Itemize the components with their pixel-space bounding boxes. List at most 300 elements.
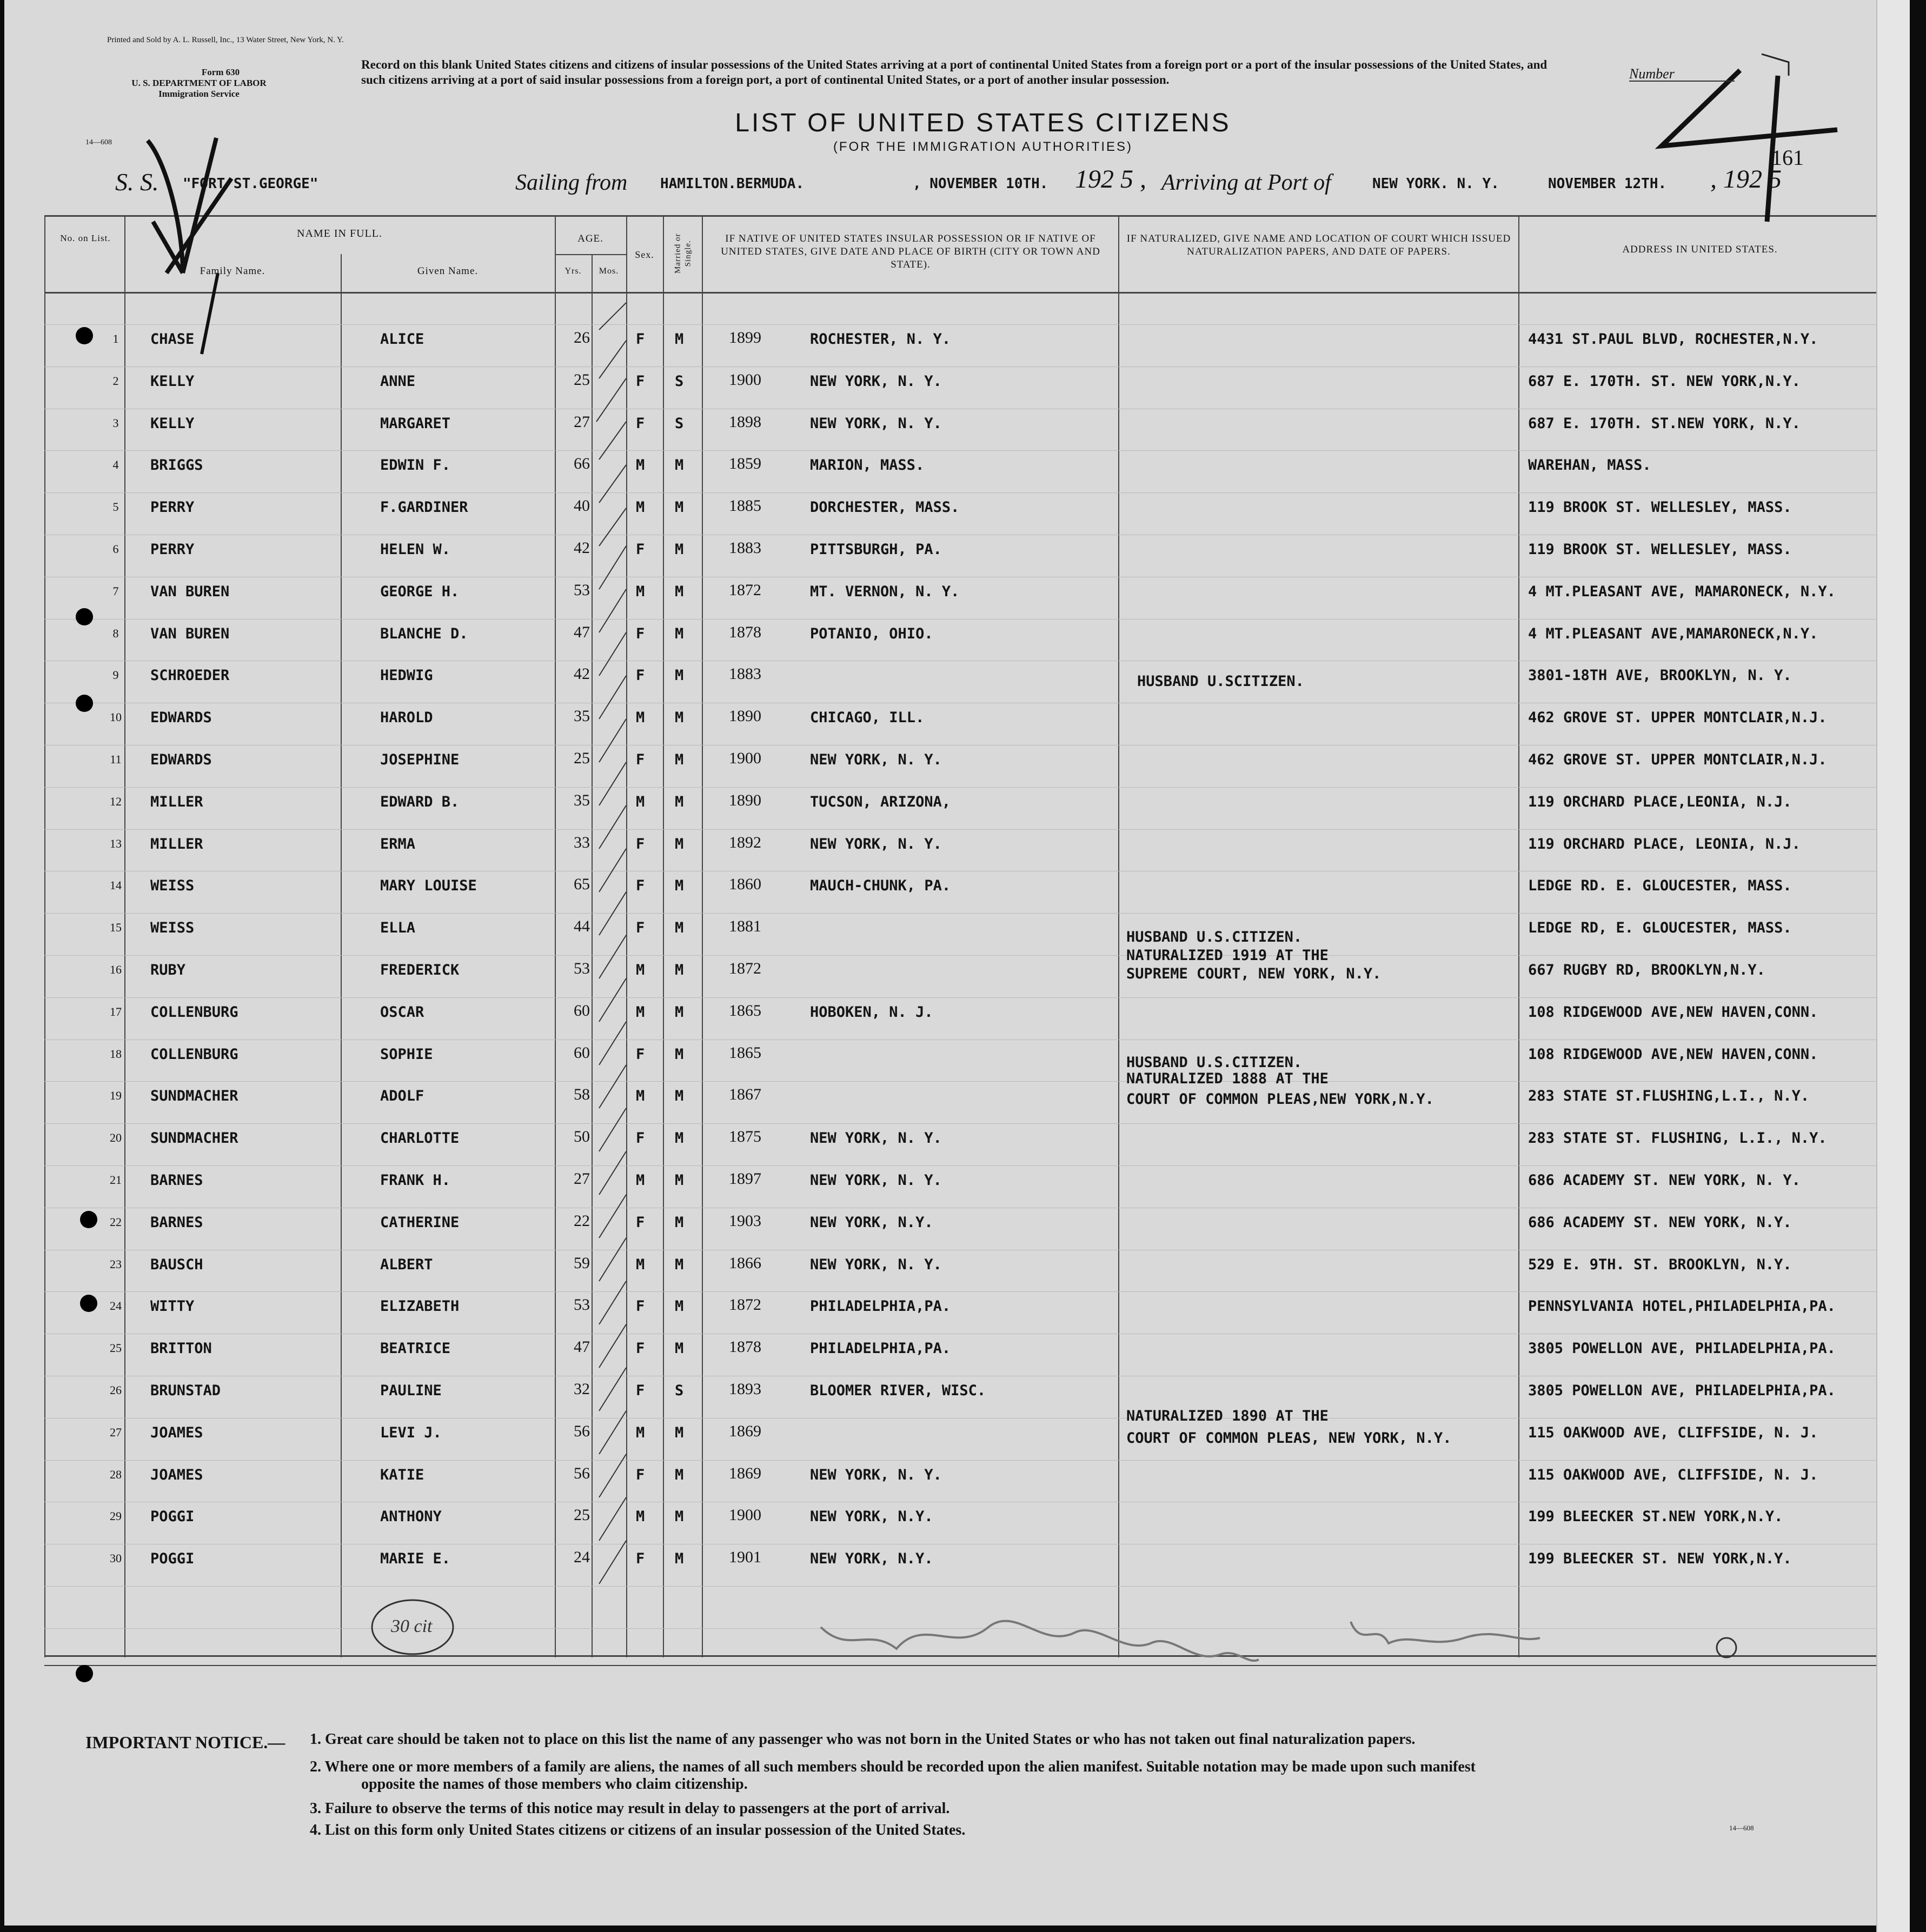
row-number: 30 xyxy=(110,1551,122,1565)
cell-sex: M xyxy=(636,1508,645,1525)
cell-sex: F xyxy=(636,1045,645,1063)
cell-sex: F xyxy=(636,1550,645,1568)
naturalization-note: SUPREME COURT, NEW YORK, N.Y. xyxy=(1126,965,1382,982)
cell-sex: M xyxy=(636,1424,645,1441)
cell-given: F.GARDINER xyxy=(380,499,468,516)
cell-age: 25 xyxy=(574,1506,590,1524)
printer-imprint: Printed and Sold by A. L. Russell, Inc., 13 Water Street, New York, N. Y. xyxy=(107,36,344,44)
cell-place: PHILADELPHIA,PA. xyxy=(810,1340,951,1357)
naturalization-note: HUSBAND U.S.CITIZEN. xyxy=(1126,929,1303,945)
page-edge-strip xyxy=(1876,0,1910,1932)
cell-place: TUCSON, ARIZONA, xyxy=(810,793,951,810)
row-number: 25 xyxy=(110,1341,122,1355)
naturalization-note: NATURALIZED 1890 AT THE xyxy=(1126,1408,1329,1424)
row-number: 27 xyxy=(110,1425,122,1439)
cell-given: HAROLD xyxy=(380,709,433,727)
binder-hole xyxy=(76,608,93,625)
row-number: 8 xyxy=(112,626,119,640)
col-header-yrs: Yrs. xyxy=(564,267,582,276)
cell-address: 686 ACADEMY ST. NEW YORK, N. Y. xyxy=(1528,1172,1801,1189)
cell-place: NEW YORK, N. Y. xyxy=(810,415,942,432)
cell-status: M xyxy=(675,1045,684,1063)
cell-year: 1881 xyxy=(729,917,761,936)
cell-sex: F xyxy=(636,1130,645,1147)
cell-place: MAUCH-CHUNK, PA. xyxy=(810,877,951,895)
cell-status: M xyxy=(675,1424,684,1441)
handwritten-marks xyxy=(4,0,1909,1926)
cell-given: KATIE xyxy=(380,1466,424,1483)
cell-address: LEDGE RD, E. GLOUCESTER, MASS. xyxy=(1528,920,1792,937)
cell-year: 1890 xyxy=(729,707,761,725)
cell-family: WEISS xyxy=(150,920,195,937)
cell-sex: F xyxy=(636,920,645,937)
row-number: 4 xyxy=(112,458,119,472)
cell-sex: M xyxy=(636,709,645,727)
arrival-year: , 192 5 xyxy=(1710,165,1782,194)
cell-place: NEW YORK, N. Y. xyxy=(810,372,942,390)
cell-given: HEDWIG xyxy=(380,667,433,684)
cell-place: HOBOKEN, N. J. xyxy=(810,1003,933,1021)
cell-age: 56 xyxy=(574,1422,590,1440)
cell-status: S xyxy=(675,1382,684,1399)
cell-address: LEDGE RD. E. GLOUCESTER, MASS. xyxy=(1528,877,1792,895)
form-number: Form 630 xyxy=(201,67,240,77)
notice-heading: IMPORTANT NOTICE.— xyxy=(85,1733,285,1752)
cell-address: WAREHAN, MASS. xyxy=(1528,457,1651,474)
cell-age: 56 xyxy=(574,1464,590,1482)
ss-label: S. S. xyxy=(115,168,159,196)
small-circled-mark xyxy=(1717,1638,1736,1657)
cell-year: 1866 xyxy=(729,1254,761,1272)
cell-status: M xyxy=(675,583,684,600)
cell-address: 119 ORCHARD PLACE,LEONIA, N.J. xyxy=(1528,793,1792,810)
cell-status: M xyxy=(675,1508,684,1525)
row-number: 17 xyxy=(110,1004,122,1018)
row-number: 1 xyxy=(112,332,119,345)
cell-status: S xyxy=(675,372,684,390)
cell-status: M xyxy=(675,751,684,768)
tick-column xyxy=(596,303,626,1584)
cell-sex: M xyxy=(636,457,645,474)
row-number: 2 xyxy=(112,374,119,388)
cell-year: 1872 xyxy=(729,960,761,977)
cell-age: 66 xyxy=(574,455,590,473)
cell-sex: F xyxy=(636,1340,645,1357)
row-number: 16 xyxy=(110,963,122,976)
cell-sex: M xyxy=(636,499,645,516)
cell-address: 462 GROVE ST. UPPER MONTCLAIR,N.J. xyxy=(1528,709,1827,727)
cell-family: BRIGGS xyxy=(150,457,203,474)
binder-hole xyxy=(76,327,93,344)
document-subtitle: (FOR THE IMMIGRATION AUTHORITIES) xyxy=(833,139,1133,154)
cell-year: 1885 xyxy=(729,497,761,515)
col-header-address: ADDRESS IN UNITED STATES. xyxy=(1622,244,1778,255)
cell-family: PERRY xyxy=(150,499,195,516)
cell-given: MARIE E. xyxy=(380,1550,451,1568)
cell-sex: F xyxy=(636,415,645,432)
row-number: 6 xyxy=(112,542,119,556)
cell-given: FRANK H. xyxy=(380,1172,451,1189)
cell-address: 119 BROOK ST. WELLESLEY, MASS. xyxy=(1528,541,1792,558)
notice-item: 3. Failure to observe the terms of this notice may result in delay to passengers at the port of arrival. xyxy=(310,1800,950,1817)
cell-status: M xyxy=(675,499,684,516)
cell-family: JOAMES xyxy=(150,1466,203,1483)
cell-status: M xyxy=(675,835,684,852)
cell-sex: F xyxy=(636,1214,645,1231)
cell-address: 3805 POWELLON AVE, PHILADELPHIA,PA. xyxy=(1528,1340,1836,1357)
cell-year: 1875 xyxy=(729,1128,761,1146)
form-code-top: 14—608 xyxy=(85,138,112,146)
col-header-name: NAME IN FULL. xyxy=(297,228,382,239)
col-header-age: AGE. xyxy=(577,233,603,244)
arrival-port: NEW YORK. N. Y. xyxy=(1372,176,1499,192)
cell-status: M xyxy=(675,1466,684,1483)
cell-status: S xyxy=(675,415,684,432)
row-number: 24 xyxy=(110,1299,122,1313)
cell-age: 59 xyxy=(574,1254,590,1272)
cell-year: 1899 xyxy=(729,329,761,347)
arriving-label: Arriving at Port of xyxy=(1161,170,1331,195)
cell-age: 25 xyxy=(574,749,590,767)
cell-sex: M xyxy=(636,962,645,978)
sailing-from-label: Sailing from xyxy=(515,170,628,195)
cell-given: HELEN W. xyxy=(380,541,451,558)
cell-given: ELIZABETH xyxy=(380,1298,460,1315)
col-header-no: No. on List. xyxy=(60,233,111,243)
cell-year: 1900 xyxy=(729,370,761,389)
cell-address: PENNSYLVANIA HOTEL,PHILADELPHIA,PA. xyxy=(1528,1298,1836,1315)
cell-address: 283 STATE ST. FLUSHING, L.I., N.Y. xyxy=(1528,1130,1827,1147)
cell-age: 58 xyxy=(574,1085,590,1104)
cell-year: 1883 xyxy=(729,539,761,557)
cell-year: 1867 xyxy=(729,1085,761,1104)
cell-family: BRITTON xyxy=(150,1340,212,1357)
cell-family: SUNDMACHER xyxy=(150,1088,238,1105)
cell-age: 60 xyxy=(574,1001,590,1020)
cell-place: NEW YORK, N.Y. xyxy=(810,1550,933,1568)
cell-year: 1865 xyxy=(729,1043,761,1062)
cell-age: 65 xyxy=(574,875,590,894)
cell-address: 687 E. 170TH. ST. NEW YORK,N.Y. xyxy=(1528,372,1801,390)
col-header-family: Family Name. xyxy=(200,265,265,277)
cell-status: M xyxy=(675,709,684,727)
count-annotation: 30 cit xyxy=(391,1616,433,1636)
cell-given: SOPHIE xyxy=(380,1045,433,1063)
cell-status: M xyxy=(675,457,684,474)
naturalization-note: NATURALIZED 1919 AT THE xyxy=(1126,947,1329,964)
arrival-date: NOVEMBER 12TH. xyxy=(1548,176,1667,192)
cell-given: MARGARET xyxy=(380,415,451,432)
cell-status: M xyxy=(675,667,684,684)
naturalization-note: COURT OF COMMON PLEAS,NEW YORK,N.Y. xyxy=(1126,1091,1434,1108)
cell-given: CHARLOTTE xyxy=(380,1130,460,1147)
naturalization-note: COURT OF COMMON PLEAS, NEW YORK, N.Y. xyxy=(1126,1430,1452,1447)
cell-place: PHILADELPHIA,PA. xyxy=(810,1298,951,1315)
row-number: 13 xyxy=(110,836,122,850)
cell-given: OSCAR xyxy=(380,1003,424,1021)
handwritten-small xyxy=(1762,54,1789,76)
cell-address: 4431 ST.PAUL BLVD, ROCHESTER,N.Y. xyxy=(1528,331,1818,348)
cell-sex: F xyxy=(636,1382,645,1399)
cell-place: NEW YORK, N. Y. xyxy=(810,1256,942,1273)
row-number: 23 xyxy=(110,1257,122,1271)
cell-address: 199 BLEECKER ST. NEW YORK,N.Y. xyxy=(1528,1550,1792,1568)
binder-hole xyxy=(76,1665,93,1682)
cell-year: 1903 xyxy=(729,1211,761,1230)
cell-age: 42 xyxy=(574,539,590,557)
cell-address: 3801-18TH AVE, BROOKLYN, N. Y. xyxy=(1528,667,1792,684)
cell-status: M xyxy=(675,1298,684,1315)
cell-year: 1869 xyxy=(729,1422,761,1440)
cell-family: COLLENBURG xyxy=(150,1003,238,1021)
cell-status: M xyxy=(675,877,684,895)
cell-address: 108 RIDGEWOOD AVE,NEW HAVEN,CONN. xyxy=(1528,1045,1818,1063)
cell-year: 1901 xyxy=(729,1548,761,1567)
cell-family: VAN BUREN xyxy=(150,625,230,642)
cell-family: BRUNSTAD xyxy=(150,1382,221,1399)
cell-place: NEW YORK, N. Y. xyxy=(810,1172,942,1189)
cell-place: NEW YORK, N. Y. xyxy=(810,1130,942,1147)
cell-year: 1892 xyxy=(729,833,761,851)
cell-address: 119 ORCHARD PLACE, LEONIA, N.J. xyxy=(1528,835,1801,852)
row-number: 29 xyxy=(110,1509,122,1523)
row-number: 3 xyxy=(112,416,119,430)
cell-age: 47 xyxy=(574,1338,590,1356)
row-number: 5 xyxy=(112,500,119,514)
cell-sex: F xyxy=(636,835,645,852)
cell-given: ANNE xyxy=(380,372,416,390)
cell-given: CATHERINE xyxy=(380,1214,460,1231)
cell-age: 22 xyxy=(574,1211,590,1230)
cell-family: MILLER xyxy=(150,835,203,852)
row-number: 18 xyxy=(110,1047,122,1061)
col-header-naturalized: IF NATURALIZED, GIVE NAME AND LOCATION OF COURT WHICH ISSUED NATURALIZATION PAPERS, AND DATE OF PAPERS. xyxy=(1126,233,1511,257)
cell-age: 24 xyxy=(574,1548,590,1567)
cell-year: 1869 xyxy=(729,1464,761,1482)
cell-place: BLOOMER RIVER, WISC. xyxy=(810,1382,986,1399)
signature-second xyxy=(1351,1622,1540,1643)
cell-place: NEW YORK, N. Y. xyxy=(810,1466,942,1483)
notice-item: 1. Great care should be taken not to place on this list the name of any passenger who was not born in the United States or who has not taken out final naturalization papers. xyxy=(310,1731,1416,1748)
cell-address: 108 RIDGEWOOD AVE,NEW HAVEN,CONN. xyxy=(1528,1003,1818,1021)
cell-status: M xyxy=(675,793,684,810)
cell-age: 35 xyxy=(574,791,590,809)
notice-item: 2. Where one or more members of a family are aliens, the names of all such members should be recorded upon the alien manifest. Suitable notation may be made upon such manifest xyxy=(310,1758,1476,1775)
cell-age: 27 xyxy=(574,1170,590,1188)
cell-age: 42 xyxy=(574,665,590,683)
cell-family: EDWARDS xyxy=(150,709,212,727)
col-header-native: IF NATIVE OF UNITED STATES INSULAR POSSESSION OR IF NATIVE OF UNITED STATES, GIVE DATE AND PLACE OF BIRTH (CITY OR TOWN AND STATE). xyxy=(721,233,1100,270)
row-number: 10 xyxy=(110,710,122,724)
cell-status: M xyxy=(675,331,684,348)
cell-age: 60 xyxy=(574,1043,590,1062)
cell-place: POTANIO, OHIO. xyxy=(810,625,933,642)
cell-age: 47 xyxy=(574,623,590,641)
check-mark-large xyxy=(148,138,231,273)
cell-family: POGGI xyxy=(150,1550,195,1568)
cell-status: M xyxy=(675,1130,684,1147)
cell-given: FREDERICK xyxy=(380,962,460,978)
departure-date: , NOVEMBER 10TH. xyxy=(913,176,1048,192)
cell-family: PERRY xyxy=(150,541,195,558)
departure-port: HAMILTON.BERMUDA. xyxy=(660,176,805,192)
cell-given: PAULINE xyxy=(380,1382,442,1399)
cell-status: M xyxy=(675,1214,684,1231)
cell-given: ERMA xyxy=(380,835,416,852)
cell-place: NEW YORK, N. Y. xyxy=(810,751,942,768)
cell-year: 1865 xyxy=(729,1001,761,1020)
cell-given: ELLA xyxy=(380,920,416,937)
cell-status: M xyxy=(675,1340,684,1357)
cell-sex: M xyxy=(636,1256,645,1273)
manifest-sheet xyxy=(4,0,1909,1926)
cell-status: M xyxy=(675,1172,684,1189)
cell-age: 33 xyxy=(574,833,590,851)
cell-place: NEW YORK, N.Y. xyxy=(810,1214,933,1231)
col-header-given: Given Name. xyxy=(417,265,479,277)
cell-age: 32 xyxy=(574,1380,590,1398)
cell-sex: F xyxy=(636,751,645,768)
cell-sex: F xyxy=(636,877,645,895)
cell-sex: M xyxy=(636,1172,645,1189)
cell-age: 53 xyxy=(574,581,590,599)
cell-year: 1878 xyxy=(729,1338,761,1356)
cell-sex: M xyxy=(636,1088,645,1105)
col-header-mos: Mos. xyxy=(599,267,619,276)
ship-name: "FORT ST.GEORGE" xyxy=(183,176,318,192)
row-number: 19 xyxy=(110,1089,122,1103)
cell-given: EDWIN F. xyxy=(380,457,451,474)
cell-year: 1900 xyxy=(729,1506,761,1524)
cell-place: MT. VERNON, N. Y. xyxy=(810,583,960,600)
row-number: 15 xyxy=(110,921,122,935)
cell-age: 44 xyxy=(574,917,590,936)
cell-address: 4 MT.PLEASANT AVE,MAMARONECK,N.Y. xyxy=(1528,625,1818,642)
row-number: 28 xyxy=(110,1467,122,1481)
tick-stroke xyxy=(202,273,218,354)
cell-sex: F xyxy=(636,667,645,684)
cell-place: DORCHESTER, MASS. xyxy=(810,499,960,516)
cell-age: 53 xyxy=(574,1296,590,1314)
binder-hole xyxy=(80,1211,97,1228)
cell-age: 35 xyxy=(574,707,590,725)
cell-place: NEW YORK, N.Y. xyxy=(810,1508,933,1525)
cell-family: MILLER xyxy=(150,793,203,810)
col-header-sex: Sex. xyxy=(635,249,654,260)
cell-sex: F xyxy=(636,1466,645,1483)
document-title: LIST OF UNITED STATES CITIZENS xyxy=(735,109,1231,137)
cell-status: M xyxy=(675,541,684,558)
cell-given: LEVI J. xyxy=(380,1424,442,1441)
cell-address: 462 GROVE ST. UPPER MONTCLAIR,N.J. xyxy=(1528,751,1827,768)
cell-age: 26 xyxy=(574,329,590,347)
instructions: Record on this blank United States citizens and citizens of insular possessions of the United States arriving at a port of continental United States from a foreign port or a port of the insular possessions of the United States, and such citizens arriving at a port of said insular possessions from a foreign port, a port of continental United States, or a port of another insular possession. xyxy=(361,58,1548,86)
notice-item: 4. List on this form only United States citizens or citizens of an insular possession of the United States. xyxy=(310,1822,966,1838)
cell-family: WEISS xyxy=(150,877,195,895)
row-number: 20 xyxy=(110,1131,122,1145)
cell-address: 119 BROOK ST. WELLESLEY, MASS. xyxy=(1528,499,1792,516)
department: U. S. DEPARTMENT OF LABOR xyxy=(131,78,267,88)
cell-age: 53 xyxy=(574,960,590,977)
cell-address: 667 RUGBY RD, BROOKLYN,N.Y. xyxy=(1528,962,1765,978)
cell-sex: M xyxy=(636,793,645,810)
cell-sex: F xyxy=(636,625,645,642)
cell-address: 115 OAKWOOD AVE, CLIFFSIDE, N. J. xyxy=(1528,1466,1818,1483)
cell-status: M xyxy=(675,1256,684,1273)
cell-age: 27 xyxy=(574,412,590,431)
cell-sex: M xyxy=(636,583,645,600)
cell-family: JOAMES xyxy=(150,1424,203,1441)
cell-address: 687 E. 170TH. ST.NEW YORK, N.Y. xyxy=(1528,415,1801,432)
cell-place: NEW YORK, N. Y. xyxy=(810,835,942,852)
handwritten-four xyxy=(1662,70,1837,222)
cell-year: 1890 xyxy=(729,791,761,809)
form-code-bottom: 14—608 xyxy=(1729,1824,1754,1832)
row-number: 7 xyxy=(112,584,119,598)
number-label: Number xyxy=(1629,66,1675,82)
col-header-married: Married or Single. xyxy=(673,233,692,274)
row-number: 14 xyxy=(110,878,122,892)
cell-given: MARY LOUISE xyxy=(380,877,477,895)
binder-hole xyxy=(76,695,93,712)
cell-family: COLLENBURG xyxy=(150,1045,238,1063)
row-number: 22 xyxy=(110,1215,122,1229)
page-number: 161 xyxy=(1771,145,1804,170)
cell-sex: F xyxy=(636,331,645,348)
cell-family: BARNES xyxy=(150,1172,203,1189)
cell-year: 1897 xyxy=(729,1170,761,1188)
cell-address: 4 MT.PLEASANT AVE, MAMARONECK, N.Y. xyxy=(1528,583,1836,600)
cell-family: RUBY xyxy=(150,962,186,978)
cell-family: SCHROEDER xyxy=(150,667,230,684)
service: Immigration Service xyxy=(158,89,240,99)
cell-status: M xyxy=(675,1550,684,1568)
cell-status: M xyxy=(675,962,684,978)
naturalization-note: NATURALIZED 1888 AT THE xyxy=(1126,1070,1329,1087)
cell-status: M xyxy=(675,1003,684,1021)
cell-given: GEORGE H. xyxy=(380,583,460,600)
row-number: 11 xyxy=(110,752,122,766)
cell-year: 1883 xyxy=(729,665,761,683)
cell-place: ROCHESTER, N. Y. xyxy=(810,331,951,348)
cell-address: 283 STATE ST.FLUSHING,L.I., N.Y. xyxy=(1528,1088,1810,1105)
cell-status: M xyxy=(675,625,684,642)
cell-place: CHICAGO, ILL. xyxy=(810,709,925,727)
cell-status: M xyxy=(675,1088,684,1105)
row-number: 26 xyxy=(110,1383,122,1397)
cell-given: BEATRICE xyxy=(380,1340,451,1357)
cell-family: EDWARDS xyxy=(150,751,212,768)
row-number: 21 xyxy=(110,1173,122,1187)
cell-family: SUNDMACHER xyxy=(150,1130,238,1147)
row-number: 12 xyxy=(110,794,122,808)
cell-age: 40 xyxy=(574,497,590,515)
cell-given: ALBERT xyxy=(380,1256,433,1273)
cell-given: BLANCHE D. xyxy=(380,625,468,642)
notice-item-continued: opposite the names of those members who claim citizenship. xyxy=(361,1776,748,1793)
cell-given: ADOLF xyxy=(380,1088,424,1105)
cell-place: PITTSBURGH, PA. xyxy=(810,541,942,558)
cell-family: CHASE xyxy=(150,331,195,348)
row-number: 9 xyxy=(112,668,119,682)
cell-family: KELLY xyxy=(150,372,195,390)
cell-status: M xyxy=(675,920,684,937)
cell-address: 115 OAKWOOD AVE, CLIFFSIDE, N. J. xyxy=(1528,1424,1818,1441)
cell-year: 1860 xyxy=(729,875,761,894)
cell-address: 3805 POWELLON AVE, PHILADELPHIA,PA. xyxy=(1528,1382,1836,1399)
cell-sex: F xyxy=(636,1298,645,1315)
cell-family: KELLY xyxy=(150,415,195,432)
